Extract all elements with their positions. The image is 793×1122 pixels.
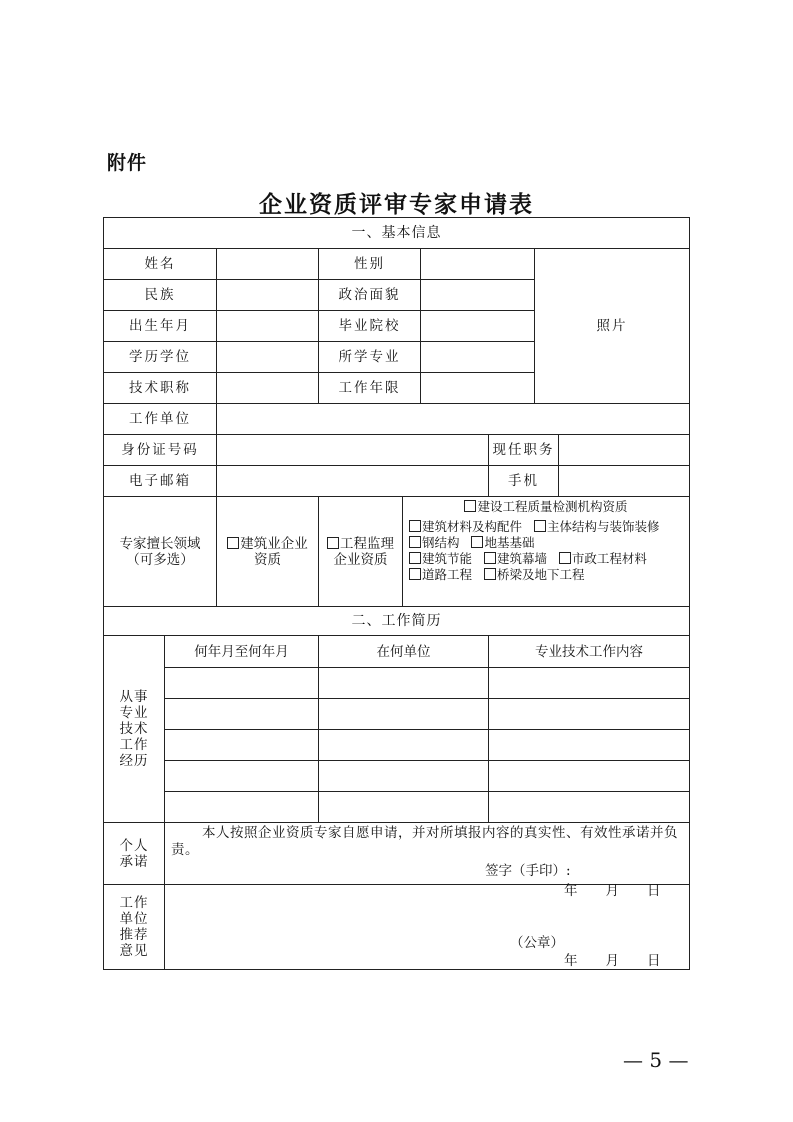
form-title: 企业资质评审专家申请表 bbox=[259, 191, 534, 218]
recommendation-cell[interactable] bbox=[165, 885, 690, 970]
field-degree[interactable] bbox=[217, 342, 319, 373]
checkbox-foundation[interactable] bbox=[471, 536, 483, 548]
sub-option-curtain-wall[interactable] bbox=[484, 551, 547, 566]
checkbox-road[interactable] bbox=[409, 568, 421, 580]
checkbox-construction[interactable] bbox=[227, 537, 239, 549]
label-employer: 工作单位 bbox=[104, 404, 217, 435]
resume-period-cell[interactable] bbox=[165, 699, 319, 730]
rec-label-line: 单位 bbox=[119, 911, 149, 927]
sub-option-foundation[interactable] bbox=[471, 535, 534, 550]
label-mobile: 手机 bbox=[489, 466, 559, 497]
rec-month: 月 bbox=[605, 953, 619, 969]
resume-content-cell[interactable] bbox=[489, 730, 690, 761]
label-major: 所学专业 bbox=[319, 342, 421, 373]
sub-option-label: 建筑幕墙 bbox=[496, 551, 547, 566]
sub-option-label: 道路工程 bbox=[422, 567, 473, 582]
option-construction-label: 建筑业企业资质 bbox=[240, 535, 308, 568]
sub-option-energy[interactable] bbox=[409, 551, 472, 566]
expertise-label-line1: 专家擅长领域 bbox=[119, 535, 201, 552]
pledge-signature-label: 签字（手印）: bbox=[485, 863, 571, 879]
field-major[interactable] bbox=[421, 342, 535, 373]
col-header-period: 何年月至何年月 bbox=[165, 636, 319, 668]
option-testing-group bbox=[403, 497, 690, 607]
rec-label-line: 工作 bbox=[119, 895, 149, 911]
checkbox-energy[interactable] bbox=[409, 552, 421, 564]
checkbox-steel[interactable] bbox=[409, 536, 421, 548]
label-recommendation bbox=[104, 885, 165, 970]
pledge-text: 本人按照企业资质专家自愿申请，并对所填报内容的真实性、有效性承诺并负责。 bbox=[171, 825, 679, 858]
application-form bbox=[103, 217, 690, 970]
label-school: 毕业院校 bbox=[319, 311, 421, 342]
side-label-line: 专业 bbox=[119, 705, 149, 721]
pledge-day: 日 bbox=[647, 883, 661, 899]
side-label-line: 工作 bbox=[119, 737, 149, 753]
option-construction[interactable] bbox=[217, 497, 319, 607]
label-title-rank: 技术职称 bbox=[104, 373, 217, 404]
label-work-experience bbox=[104, 636, 165, 823]
side-label-line: 技术 bbox=[119, 721, 149, 737]
option-supervision-label: 工程监理企业资质 bbox=[333, 535, 394, 568]
resume-content-cell[interactable] bbox=[489, 761, 690, 792]
side-label-line: 从事 bbox=[119, 689, 149, 705]
resume-period-cell[interactable] bbox=[165, 730, 319, 761]
field-name[interactable] bbox=[217, 249, 319, 280]
field-years[interactable] bbox=[421, 373, 535, 404]
resume-employer-cell[interactable] bbox=[319, 730, 489, 761]
col-header-content: 专业技术工作内容 bbox=[489, 636, 690, 668]
label-id-number: 身份证号码 bbox=[104, 435, 217, 466]
official-seal-label: （公章） bbox=[510, 935, 564, 951]
rec-day: 日 bbox=[647, 953, 661, 969]
label-name: 姓名 bbox=[104, 249, 217, 280]
checkbox-testing[interactable] bbox=[464, 500, 476, 512]
field-ethnicity[interactable] bbox=[217, 280, 319, 311]
resume-employer-cell[interactable] bbox=[319, 668, 489, 699]
sub-option-label: 建筑材料及构配件 bbox=[422, 519, 523, 534]
pledge-label-line: 个人 bbox=[119, 837, 149, 854]
label-gender: 性别 bbox=[319, 249, 421, 280]
sub-option-label: 主体结构与装饰装修 bbox=[546, 519, 660, 534]
pledge-cell[interactable] bbox=[165, 823, 690, 899]
checkbox-bridge[interactable] bbox=[484, 568, 496, 580]
checkbox-structure[interactable] bbox=[534, 520, 546, 532]
page-number: — 5 — bbox=[623, 1048, 689, 1072]
field-school[interactable] bbox=[421, 311, 535, 342]
side-label-line: 经历 bbox=[119, 753, 149, 769]
table-row bbox=[104, 730, 690, 761]
label-degree: 学历学位 bbox=[104, 342, 217, 373]
sub-option-municipal[interactable] bbox=[559, 551, 647, 566]
checkbox-curtain-wall[interactable] bbox=[484, 552, 496, 564]
label-expertise bbox=[104, 497, 217, 607]
sub-option-road[interactable] bbox=[409, 567, 472, 582]
sub-option-label: 钢结构 bbox=[422, 535, 460, 550]
photo-box[interactable]: 照片 bbox=[535, 249, 690, 404]
resume-period-cell[interactable] bbox=[165, 761, 319, 792]
rec-label-line: 意见 bbox=[119, 943, 149, 959]
checkbox-materials[interactable] bbox=[409, 520, 421, 532]
field-id-number[interactable] bbox=[217, 435, 489, 466]
sub-option-materials[interactable] bbox=[409, 519, 522, 534]
recommendation-date bbox=[550, 953, 675, 969]
option-testing[interactable] bbox=[409, 499, 683, 515]
option-testing-label: 建设工程质量检测机构资质 bbox=[477, 499, 628, 514]
checkbox-municipal[interactable] bbox=[559, 552, 571, 564]
sub-option-bridge[interactable] bbox=[484, 567, 585, 582]
pledge-month: 月 bbox=[605, 883, 619, 899]
resume-content-cell[interactable] bbox=[489, 792, 690, 823]
field-title-rank[interactable] bbox=[217, 373, 319, 404]
resume-employer-cell[interactable] bbox=[319, 792, 489, 823]
option-supervision[interactable] bbox=[319, 497, 403, 607]
resume-content-cell[interactable] bbox=[489, 668, 690, 699]
field-birth[interactable] bbox=[217, 311, 319, 342]
checkbox-supervision[interactable] bbox=[327, 537, 339, 549]
table-row bbox=[104, 668, 690, 699]
label-pledge bbox=[104, 823, 165, 885]
sub-option-label: 建筑节能 bbox=[422, 551, 473, 566]
pledge-year: 年 bbox=[564, 883, 578, 899]
pledge-label-line: 承诺 bbox=[119, 853, 149, 870]
label-position: 现任职务 bbox=[489, 435, 559, 466]
label-email: 电子邮箱 bbox=[104, 466, 217, 497]
field-email[interactable] bbox=[217, 466, 489, 497]
expertise-label-line2: （可多选） bbox=[126, 551, 194, 568]
rec-year: 年 bbox=[564, 953, 578, 969]
col-header-employer: 在何单位 bbox=[319, 636, 489, 668]
table-row bbox=[104, 761, 690, 792]
resume-content-cell[interactable] bbox=[489, 699, 690, 730]
sub-option-label: 市政工程材料 bbox=[571, 551, 647, 566]
sub-option-label: 地基基础 bbox=[484, 535, 535, 550]
label-years: 工作年限 bbox=[319, 373, 421, 404]
field-mobile[interactable] bbox=[559, 466, 690, 497]
attachment-label: 附件 bbox=[107, 152, 148, 174]
label-ethnicity: 民族 bbox=[104, 280, 217, 311]
table-row bbox=[104, 699, 690, 730]
rec-label-line: 推荐 bbox=[119, 927, 149, 943]
section-resume: 二、工作简历 bbox=[104, 607, 690, 636]
sub-option-label: 桥梁及地下工程 bbox=[496, 567, 585, 582]
field-employer[interactable] bbox=[217, 404, 690, 435]
resume-employer-cell[interactable] bbox=[319, 699, 489, 730]
resume-period-cell[interactable] bbox=[165, 792, 319, 823]
field-position[interactable] bbox=[559, 435, 690, 466]
table-row bbox=[104, 792, 690, 823]
resume-employer-cell[interactable] bbox=[319, 761, 489, 792]
resume-period-cell[interactable] bbox=[165, 668, 319, 699]
sub-option-steel[interactable] bbox=[409, 535, 460, 550]
label-birth: 出生年月 bbox=[104, 311, 217, 342]
field-gender[interactable] bbox=[421, 249, 535, 280]
section-basic-info: 一、基本信息 bbox=[104, 218, 690, 249]
sub-option-structure[interactable] bbox=[534, 519, 660, 534]
testing-items bbox=[409, 519, 683, 583]
label-political: 政治面貌 bbox=[319, 280, 421, 311]
field-political[interactable] bbox=[421, 280, 535, 311]
